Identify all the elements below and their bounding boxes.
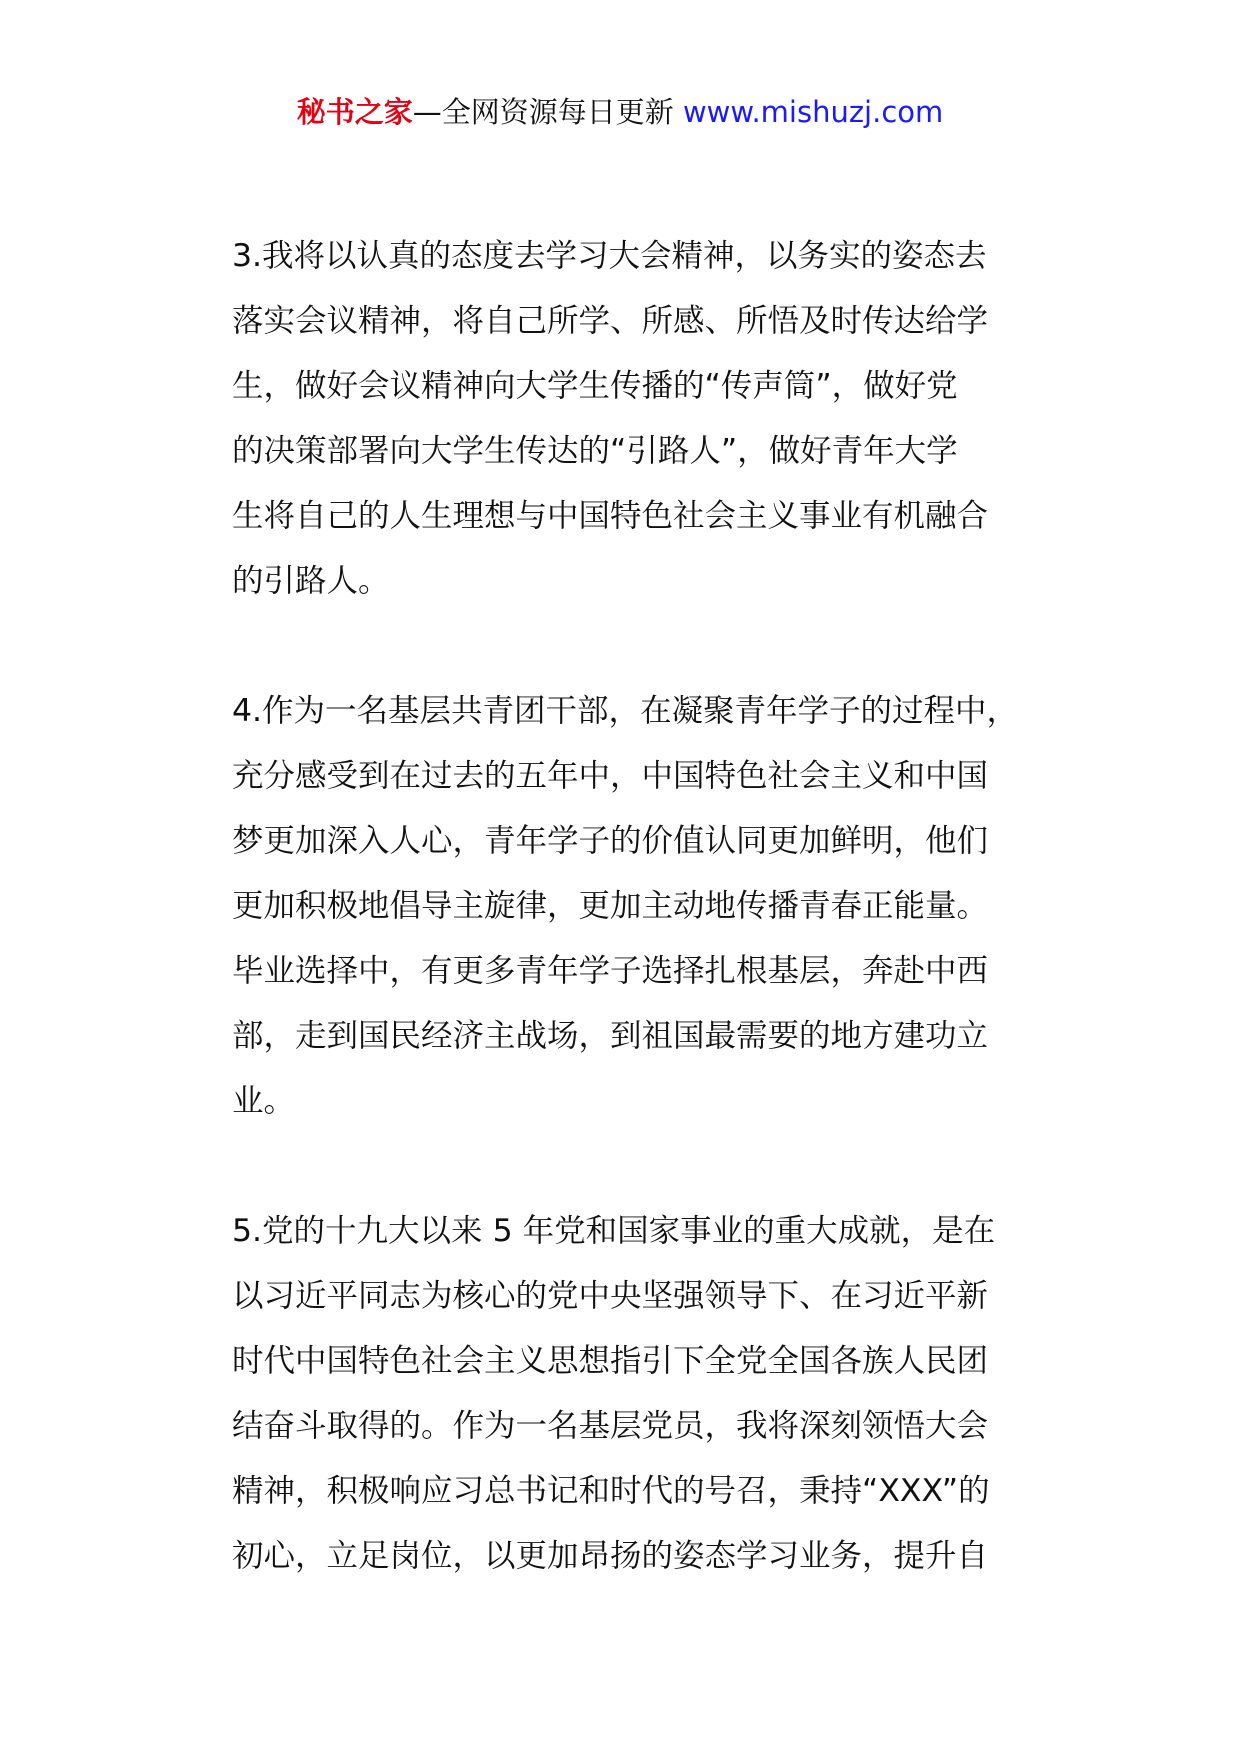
text-line: 生，做好会议精神向大学生传播的“传声筒”，做好党 [232,368,958,404]
paragraph-4 [232,679,1092,1134]
text-line: 初心，立足岗位，以更加昂扬的姿态学习业务，提升自 [232,1538,989,1574]
text-line: 充分感受到在过去的五年中，中国特色社会主义和中国 [232,758,989,794]
text-line: 3.我将以认真的态度去学习大会精神，以务实的姿态去 [232,238,987,274]
paragraph-5 [232,1199,1092,1589]
text-line: 5.党的十九大以来 5 年党和国家事业的重大成就，是在 [232,1213,996,1249]
text-line: 落实会议精神，将自己所学、所感、所悟及时传达给学 [232,303,989,339]
text-line: 毕业选择中，有更多青年学子选择扎根基层，奔赴中西 [232,953,989,989]
brand-name: 秘书之家 [296,95,413,129]
text-line: 精神，积极响应习总书记和时代的号召，秉持“XXX”的 [232,1473,990,1509]
text-line: 业。 [232,1083,296,1119]
text-line: 更加积极地倡导主旋律，更加主动地传播青春正能量。 [232,888,989,924]
text-line: 的引路人。 [232,563,390,599]
paragraph-3 [232,224,1092,614]
text-line: 结奋斗取得的。作为一名基层党员，我将深刻领悟大会 [232,1408,989,1444]
page-header [0,92,1240,132]
text-line: 的决策部署向大学生传达的“引路人”，做好青年大学 [232,433,958,469]
text-line: 时代中国特色社会主义思想指引下全党全国各族人民团 [232,1343,989,1379]
text-line: 4.作为一名基层共青团干部，在凝聚青年学子的过程中， [232,693,1019,729]
text-line: 以习近平同志为核心的党中央坚强领导下、在习近平新 [232,1278,989,1314]
text-line: 生将自己的人生理想与中国特色社会主义事业有机融合 [232,498,989,534]
text-line: 梦更加深入人心，青年学子的价值认同更加鲜明，他们 [232,823,989,859]
document-body [232,224,1092,1654]
text-line: 部，走到国民经济主战场，到祖国最需要的地方建功立 [232,1018,989,1054]
header-tagline: —全网资源每日更新 [412,95,674,129]
website-link[interactable]: www.mishuzj.com [682,95,944,129]
